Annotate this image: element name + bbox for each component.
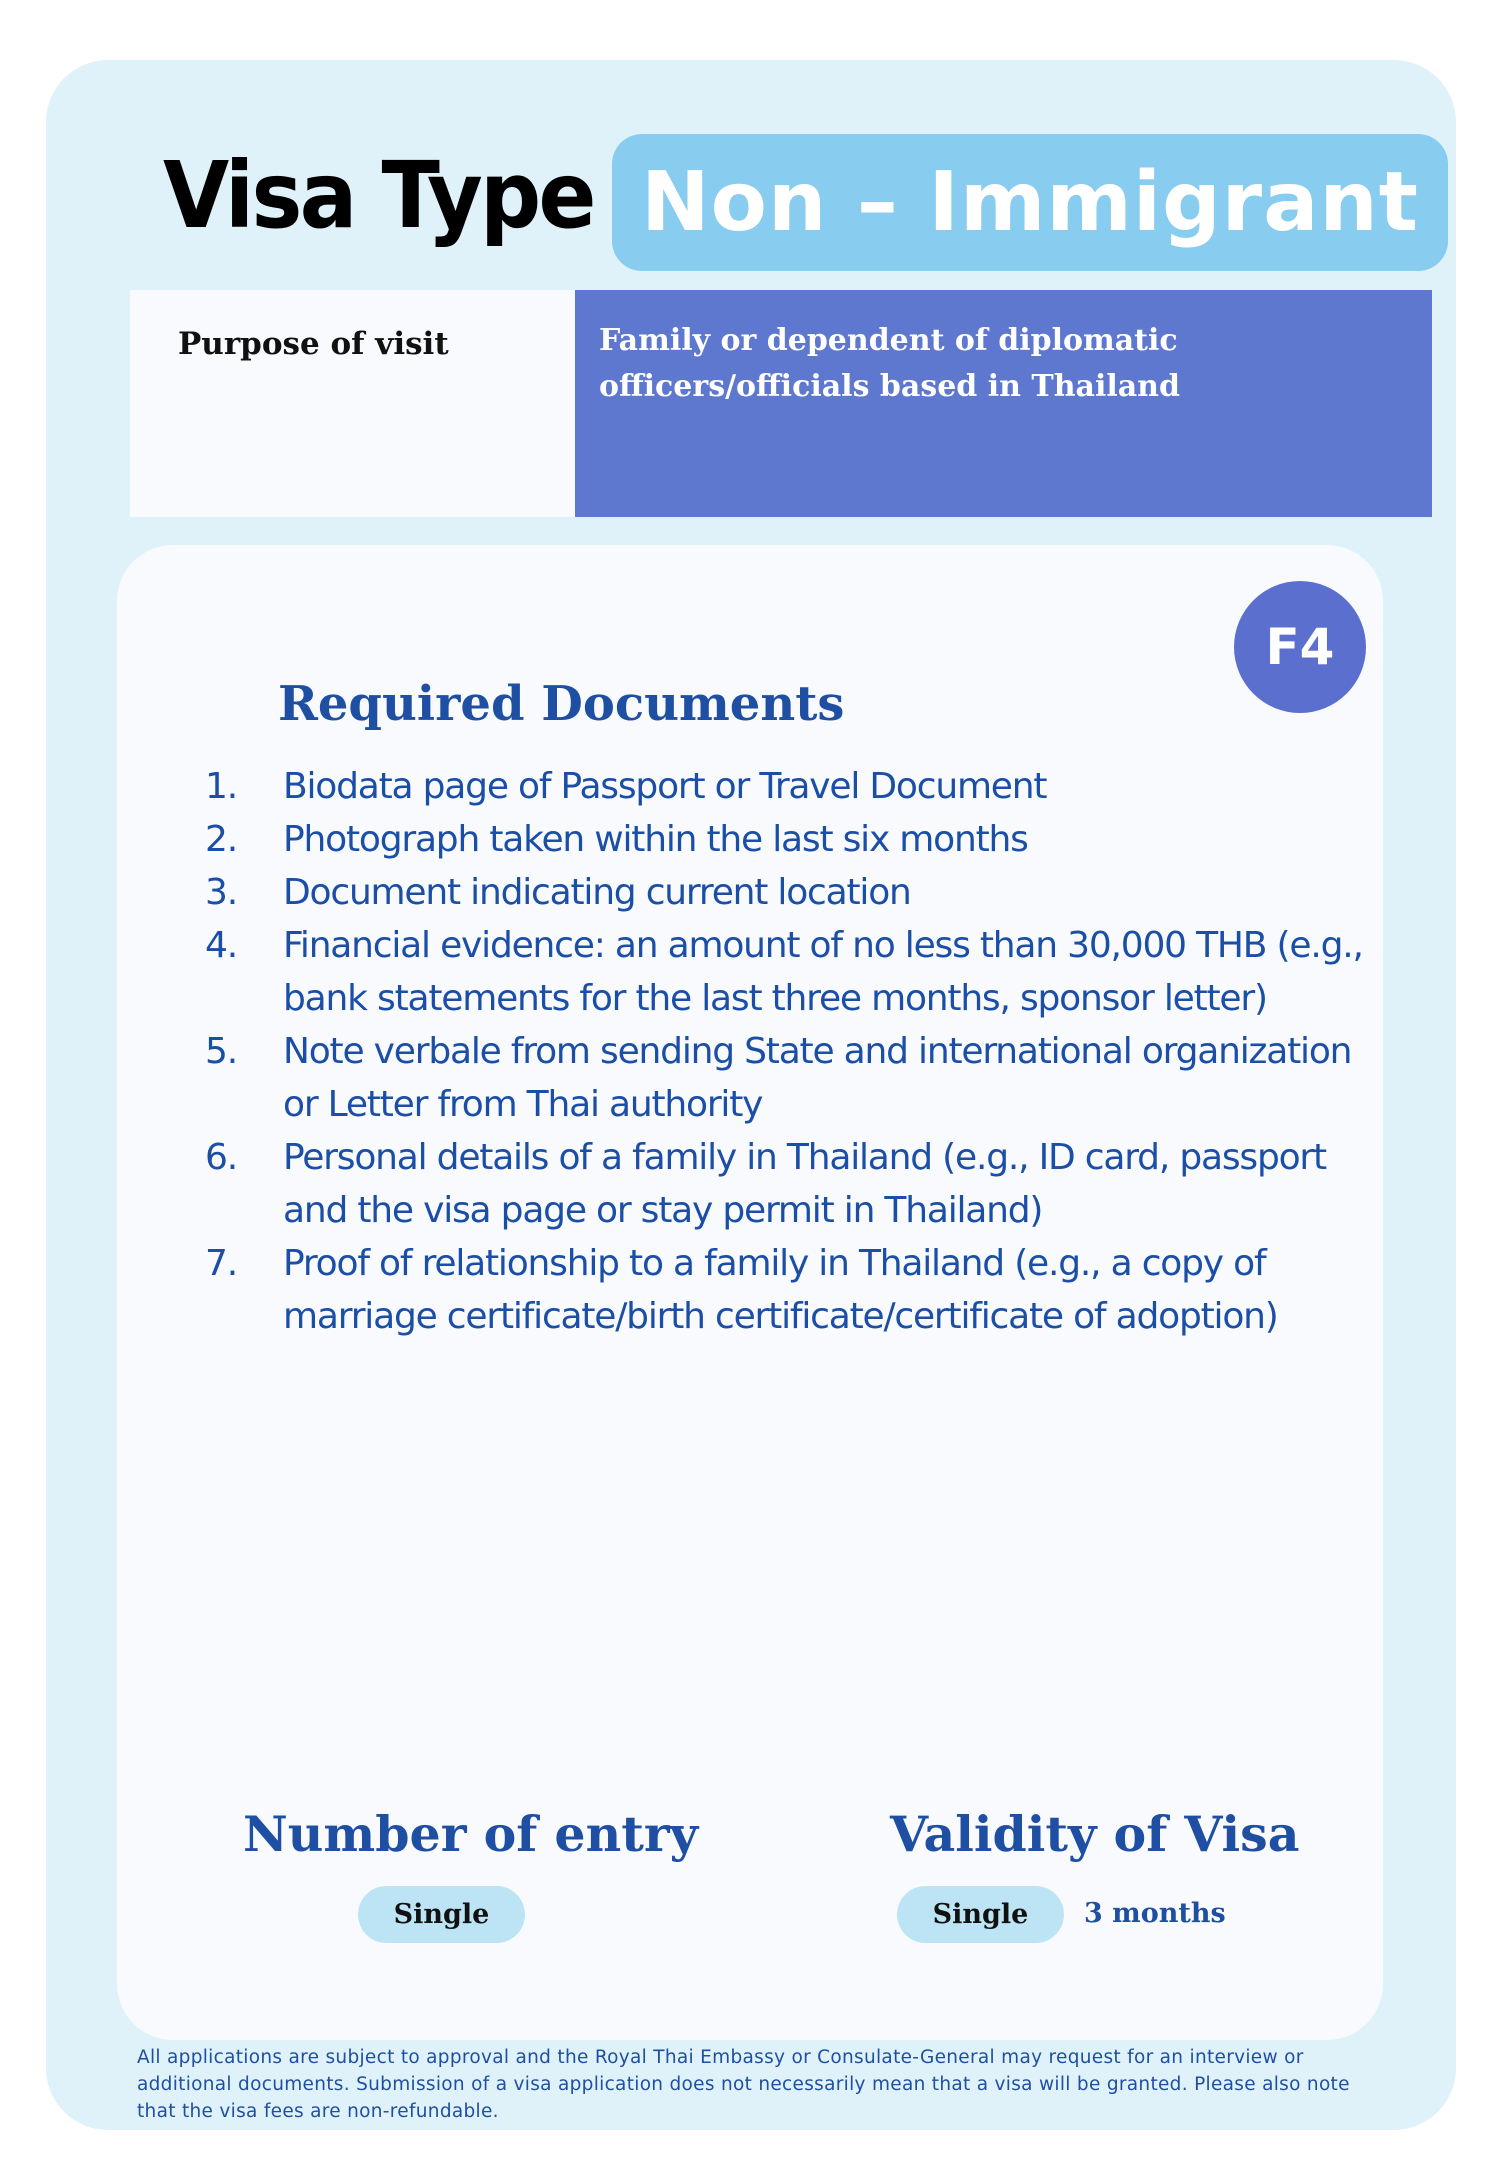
- document-number: 4.: [205, 925, 237, 966]
- disclaimer-text: All applications are subject to approval and the Royal Thai Embassy or Consulate-General may request for an interview or additional documents. Submission of a visa application does not necessarily mean that a visa will be granted. Please also note that the visa fees are non-refundable.: [137, 2047, 1350, 2122]
- visa-code: F4: [1265, 618, 1335, 676]
- document-item: [205, 760, 1385, 813]
- document-text: Proof of relationship to a family in Thailand (e.g., a copy of marriage certificate/birth certificate/certificate of adoption): [283, 1243, 1278, 1337]
- document-item: [205, 813, 1385, 866]
- validity-type-pill: Single: [897, 1886, 1064, 1943]
- required-documents-title: Required Documents: [278, 676, 845, 732]
- document-number: 7.: [205, 1243, 237, 1284]
- document-number: 1.: [205, 766, 237, 807]
- document-text: Financial evidence: an amount of no less than 30,000 THB (e.g., bank statements for the last three months, sponsor letter): [283, 925, 1363, 1019]
- document-text: Document indicating current location: [283, 872, 911, 913]
- document-text: Personal details of a family in Thailand (e.g., ID card, passport and the visa page or stay permit in Thailand): [283, 1137, 1326, 1231]
- validity-duration: 3 months: [1084, 1898, 1226, 1929]
- visa-code-badge: [1234, 581, 1366, 713]
- document-number: 5.: [205, 1031, 237, 1072]
- validity-title: Validity of Visa: [890, 1805, 1300, 1863]
- visa-type-label: Visa Type: [163, 142, 594, 249]
- document-text: Photograph taken within the last six months: [283, 819, 1028, 860]
- document-text: Note verbale from sending State and international organization or Letter from Thai authority: [283, 1031, 1352, 1125]
- required-documents-list: [205, 760, 1385, 1343]
- purpose-value: Family or dependent of diplomatic officers/officials based in Thailand: [599, 323, 1180, 404]
- document-number: 6.: [205, 1137, 237, 1178]
- document-item: [205, 866, 1385, 919]
- document-number: 2.: [205, 819, 237, 860]
- purpose-value-cell: [575, 290, 1432, 517]
- document-item: [205, 1025, 1385, 1131]
- visa-type-pill: [612, 134, 1448, 271]
- document-item: [205, 1237, 1385, 1343]
- purpose-label: Purpose of visit: [178, 326, 449, 362]
- entry-value-pill: Single: [358, 1886, 525, 1943]
- document-item: [205, 1131, 1385, 1237]
- visa-type-value: Non – Immigrant: [641, 155, 1419, 250]
- number-of-entry-title: Number of entry: [243, 1805, 699, 1863]
- document-item: [205, 919, 1385, 1025]
- document-number: 3.: [205, 872, 237, 913]
- document-text: Biodata page of Passport or Travel Document: [283, 766, 1047, 807]
- purpose-label-cell: [130, 290, 575, 517]
